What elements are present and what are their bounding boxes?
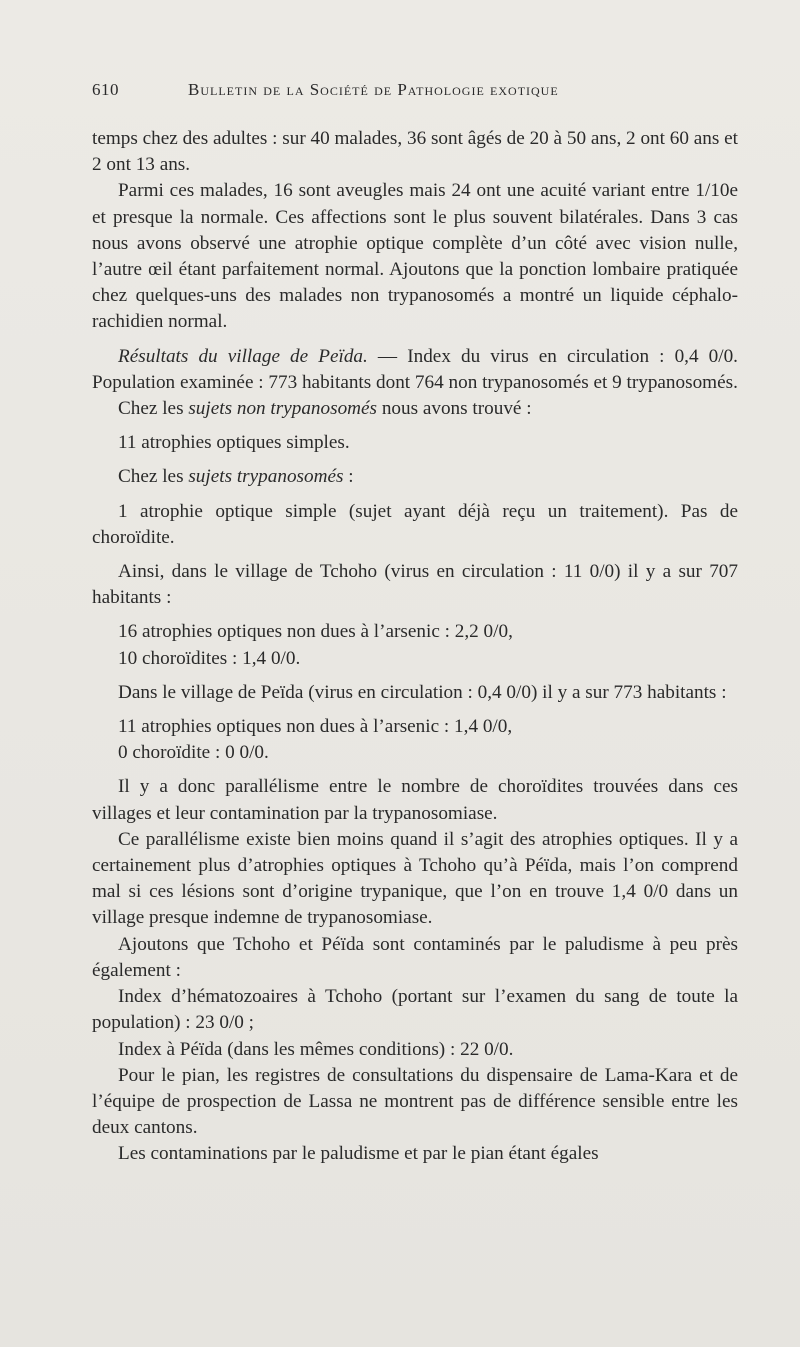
paragraph: Il y a donc parallélisme entre le nombre de choroïdites trouvées dans ces villages et leur contamination par la trypanosomiase. (92, 776, 738, 824)
list-item: 0 choroïdite : 0 0/0. (118, 742, 269, 764)
paragraph: Index d’hématozoaires à Tchoho (portant sur l’examen du sang de toute la population) : 23 0/0 ; (92, 986, 738, 1034)
paragraph: Dans le village de Peïda (virus en circulation : 0,4 0/0) il y a sur 773 habitants : (118, 681, 727, 703)
paragraph: Chez les sujets non trypanosomés nous avons trouvé : (118, 398, 532, 420)
paragraph: 1 atrophie optique simple (sujet ayant déjà reçu un traitement). Pas de choroïdite. (92, 500, 738, 548)
paragraph: Ajoutons que Tchoho et Péïda sont contaminés par le paludisme à peu près également : (92, 933, 738, 981)
paragraph: Index à Péïda (dans les mêmes conditions) : 22 0/0. (118, 1038, 514, 1060)
list-item: 11 atrophies optiques non dues à l’arsenic : 1,4 0/0, (118, 716, 513, 738)
paragraph: Parmi ces malades, 16 sont aveugles mais 24 ont une acuité variant entre 1/10e et presque la normale. Ces affections sont le plus souvent bilatérales. Dans 3 cas nous avons observé une atrophie optique complète d’un côté avec vision nulle, l’autre œil étant parfaitement normal. Ajoutons que la ponction lombaire pratiquée chez quelques-uns des malades non trypanosomés a montré un liquide céphalo-rachidien normal. (92, 180, 738, 333)
list-item: 16 atrophies optiques non dues à l’arsenic : 2,2 0/0, (118, 621, 513, 643)
paragraph: temps chez des adultes : sur 40 malades, 36 sont âgés de 20 à 50 ans, 2 ont 60 ans et 2 ont 13 ans. (92, 128, 738, 176)
page-number: 610 (92, 80, 119, 99)
body-text (92, 126, 738, 1168)
running-header (92, 80, 712, 100)
paragraph: Pour le pian, les registres de consultations du dispensaire de Lama-Kara et de l’équipe de prospection de Lassa ne montrent pas de différence sensible entre les deux cantons. (92, 1064, 738, 1139)
paragraph: Chez les sujets trypanosomés : (118, 466, 354, 488)
paragraph: Les contaminations par le paludisme et par le pian étant égales (118, 1143, 599, 1165)
list-item: 11 atrophies optiques simples. (118, 432, 350, 454)
section-heading: Résultats du village de Peïda. (118, 345, 368, 367)
paragraph: Ce parallélisme existe bien moins quand il s’agit des atrophies optiques. Il y a certainement plus d’atrophies optiques à Tchoho qu’à Péïda, mais l’on comprend mal si ces lésions sont d’origine trypanique, que l’on en trouve 1,4 0/0 dans un village presque indemne de trypanosomiase. (92, 828, 738, 929)
list-item: 10 choroïdites : 1,4 0/0. (118, 647, 301, 669)
paragraph: Résultats du village de Peïda. — Index du virus en circulation : 0,4 0/0. Population examinée : 773 habitants dont 764 non trypanosomés et 9 trypanosomés. (92, 345, 738, 393)
paragraph: Ainsi, dans le village de Tchoho (virus en circulation : 11 0/0) il y a sur 707 habitants : (92, 561, 738, 609)
running-title: Bulletin de la Société de Pathologie exotique (188, 80, 559, 99)
